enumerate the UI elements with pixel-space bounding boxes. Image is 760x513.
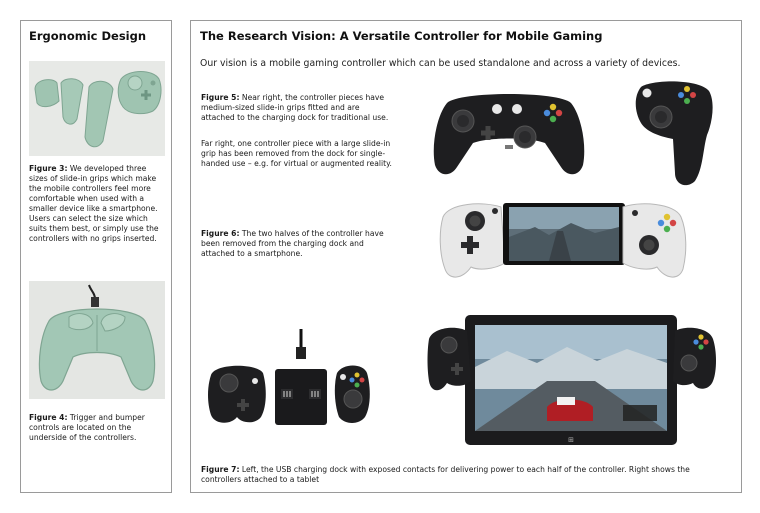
single-controller-photo (629, 77, 717, 187)
smartphone-controller-photo (439, 197, 689, 283)
figure-4-text: Trigger and bumper controls are located on the underside of the controllers. (29, 413, 145, 442)
figure-5-label: Figure 5: (201, 93, 240, 102)
figure-7-caption (201, 465, 731, 485)
figure-7-label: Figure 7: (201, 465, 240, 474)
figure-4-label: Figure 4: (29, 413, 68, 422)
ergonomic-design-panel (20, 20, 172, 493)
docked-controller-photo (429, 85, 589, 181)
figure-5-caption (201, 93, 393, 123)
tablet-controller-photo (427, 311, 717, 451)
charging-dock-photo (207, 327, 371, 429)
figure-6-text: The two halves of the controller have been removed from the charging dock and attached to a smartphone. (201, 229, 384, 258)
figure-7-text: Left, the USB charging dock with exposed contacts for delivering power to each half of the controller. Right shows the controllers attached to a tablet (201, 465, 690, 484)
figure-6-caption (201, 229, 393, 259)
controller-underside-photo (29, 281, 165, 399)
figure-5-caption-continued: Far right, one controller piece with a large slide-in grip has been removed from the dock for single-handed use – e.g. for virtual or augmented reality. (201, 139, 392, 168)
figure-6-label: Figure 6: (201, 229, 240, 238)
figure-3-text: We developed three sizes of slide-in grips which make the mobile controllers feel more comfortable when used with a smaller device like a smartphone. Users can select the size which suits them best, or simply use the controllers with no grips inserted. (29, 164, 159, 243)
figure-5-text: Near right, the controller pieces have medium-sized slide-in grips fitted and are attached to the charging dock for traditional use. (201, 93, 389, 122)
figure-4-caption (29, 413, 159, 443)
figure-3-caption (29, 164, 167, 244)
research-vision-intro: Our vision is a mobile gaming controller which can be used standalone and across a variety of devices. (200, 58, 681, 69)
ergonomic-design-heading: Ergonomic Design (29, 29, 147, 43)
slide-in-grips-photo (29, 61, 165, 156)
windows-logo-icon: ⊞ (568, 436, 574, 444)
research-vision-panel (190, 20, 742, 493)
research-vision-heading: The Research Vision: A Versatile Controller for Mobile Gaming (200, 29, 603, 43)
figure-3-label: Figure 3: (29, 164, 68, 173)
